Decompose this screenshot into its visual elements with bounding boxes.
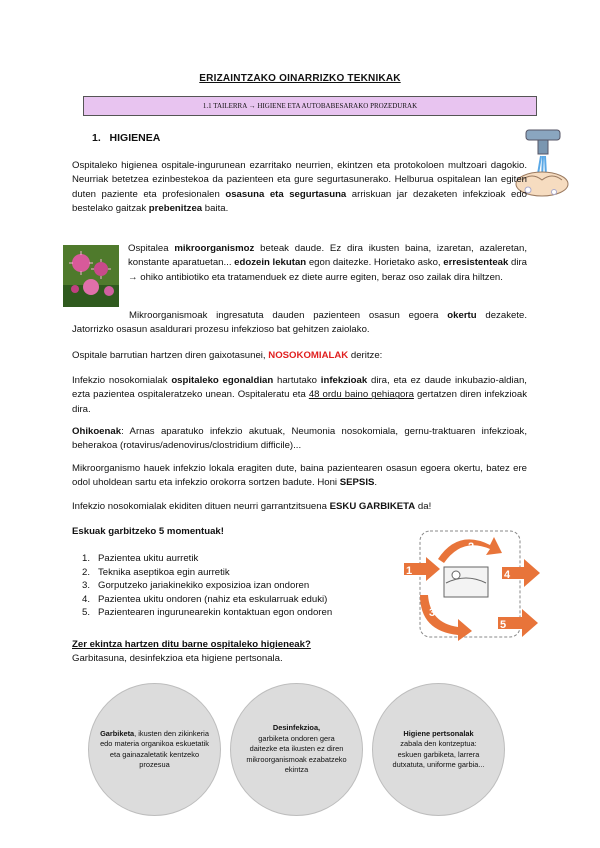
p5-text: gertatzen diren infekzioak dira.	[72, 389, 527, 415]
paragraph-worsen	[72, 309, 527, 338]
question-heading: Zer ekintza hartzen ditu barne ospitaleko higieneak?	[72, 639, 311, 650]
p2-text: egon daitezke. Horietako asko,	[306, 257, 444, 269]
item-number: 4.	[81, 593, 90, 605]
diagram-number: 3	[429, 607, 436, 619]
list-item	[72, 566, 392, 580]
p4-text: deritze:	[348, 350, 383, 361]
p8-bold: ESKU GARBIKETA	[329, 501, 416, 512]
p1-text: baita.	[202, 203, 229, 215]
item-number: 1.	[81, 553, 90, 564]
diagram-number: 1	[406, 565, 413, 577]
circle-title: Higiene pertsonalak	[403, 728, 474, 738]
list-item	[72, 593, 392, 607]
p2-bold: mikroorganismoz	[174, 243, 255, 254]
item-number: 5.	[81, 607, 90, 619]
section-heading	[92, 132, 160, 144]
paragraph-microorganisms	[128, 242, 527, 285]
p6-text: : Arnas aparatuko infekzio akutuak, Neumonia nosokomiala, gernu-traktuaren infekzioak, beherakoa (rotavirus/adenovirus/clostridium difficile)...	[72, 426, 527, 452]
p4-text: Ospitale barrutian hartzen diren gaixotasunei,	[72, 350, 269, 361]
item-text: Teknika aseptikoa egin aurretik	[98, 566, 230, 578]
paragraph-intro	[72, 159, 527, 217]
diagram-number: 5	[500, 619, 507, 631]
p7-text: Mikroorganismo hauek infekzio lokala eragiten dute, baina pazientearen osasun egoera okertu, batez ere odol uholdean sartu eta infekzio orokorra sortzen badute. Honi	[72, 463, 527, 489]
circle-cleaning	[88, 683, 221, 816]
list-item	[72, 606, 392, 620]
moments-list	[72, 552, 392, 620]
p3-text: dezakete. Jatorrizko osasun asaldurari prozesu infekzioso bat gehitzen zaiolako.	[72, 310, 527, 336]
paragraph-common	[72, 425, 527, 454]
section-title: HIGIENEA	[109, 132, 161, 144]
item-text: Pazientea ukitu ondoren (nahiz eta eskularruak eduki)	[98, 593, 328, 605]
list-item	[72, 579, 392, 593]
circle-disinfection	[230, 683, 363, 816]
section-banner: 1.1 TAILERRA → HIGIENE ETA AUTOBABESARAKO PROZEDURAK	[83, 96, 537, 116]
circle-title: Garbiketa	[100, 728, 135, 738]
paragraph-handwashing	[72, 500, 527, 514]
paragraph-nosocomial	[72, 349, 527, 363]
p5-bold: ospitaleko egonaldian	[171, 375, 274, 386]
p1-bold: prebenitzea	[148, 203, 203, 215]
paragraph-definition	[72, 374, 527, 417]
circle-text: , ikusten den zikinkeria edo materia organikoa eskuetatik eta gainazaletatik kentzeko prozesua	[100, 728, 209, 769]
p8-text: Infekzio nosokomialak ekiditen dituen neurri garrantzitsuena	[72, 501, 330, 512]
p8-text: da!	[415, 501, 432, 512]
p5-text: dira, eta ez daude inkubazio-aldian, ezta pazientea ospitaleratzeko unean. Ospitaleratu eta	[72, 375, 527, 401]
nosocomial-highlight: NOSOKOMIALAK	[268, 350, 349, 361]
document-title: ERIZAINTZAKO OINARRIZKO TEKNIKAK	[199, 73, 401, 84]
p2-bold: erresistenteak	[443, 257, 509, 269]
diagram-number: 4	[504, 569, 511, 581]
p2-bold: edozein lekutan	[234, 257, 307, 269]
p1-bold: osasuna eta segurtasuna	[225, 188, 347, 200]
item-text: Gorputzeko jariakinekiko exposizioa izan ondoren	[98, 580, 310, 592]
p5-text: hartutako	[273, 375, 321, 386]
circle-personal-hygiene	[372, 683, 505, 816]
p5-underlined: 48 ordu baino gehiagora	[308, 389, 414, 401]
p7-text: .	[374, 477, 378, 489]
item-text: Pazientearen ingurunearekin kontaktuan egon ondoren	[98, 607, 333, 619]
p3-bold: okertu	[447, 310, 477, 321]
item-number: 3.	[81, 580, 90, 592]
diagram-number: 2	[468, 541, 475, 553]
p1-text: arriskuan jar dezaketen infekzioak edo bestelako gaitzak	[72, 188, 527, 215]
p2-text: beteak daude. Ez dira ikusten baina, izaretan, azaleretan, konstante aparatuetan...	[128, 243, 528, 269]
item-number: 2.	[81, 566, 90, 578]
circle-title: Desinfekzioa,	[272, 723, 321, 733]
p2-text: dira → ohiko antibiotiko eta tratamenduek ez diete aurre egiten, beraz oso zailak dira hiltzen.	[128, 257, 528, 283]
p2-text: Ospitalea	[128, 243, 175, 254]
p5-text: Infekzio nosokomialak	[72, 375, 172, 386]
answer-text: Garbitasuna, desinfekzioa eta higiene pertsonala.	[72, 653, 283, 664]
five-moments-diagram	[398, 523, 548, 645]
item-text: Pazientea ukitu aurretik	[98, 553, 199, 564]
paragraph-sepsis	[72, 462, 527, 491]
circle-text: garbiketa ondoren gera daitezke eta ikusten ez diren mikroorganismoak ezabatzeko ekintza	[246, 733, 347, 775]
microorganism-image	[63, 245, 119, 307]
p1-text: Ospitaleko higienea ospitale-ingurunean ezarritako neurrien, ekintzen eta protokoloen multzoari dagokio. Neurriak betetzea ezinbestekoa da pazienteen eta gure segurtasunerako. Helburua ospitalean lan egiten duten paziente eta profesionalen	[72, 160, 527, 200]
p3-text: Mikroorganismoak ingresatuta dauden pazienteen osasun egoera	[129, 310, 448, 321]
circle-text: zabala den kontzeptua: eskuen garbiketa, larrera dutxatuta, uniforme garbia...	[392, 739, 485, 769]
p6-bold: Ohikoenak	[72, 426, 122, 437]
p5-bold: infekzioak	[320, 375, 368, 386]
section-number: 1.	[92, 132, 101, 144]
list-item	[72, 552, 392, 566]
moments-title: Eskuak garbitzeko 5 momentuak!	[72, 526, 224, 537]
sepsis-bold: SEPSIS	[339, 477, 375, 489]
